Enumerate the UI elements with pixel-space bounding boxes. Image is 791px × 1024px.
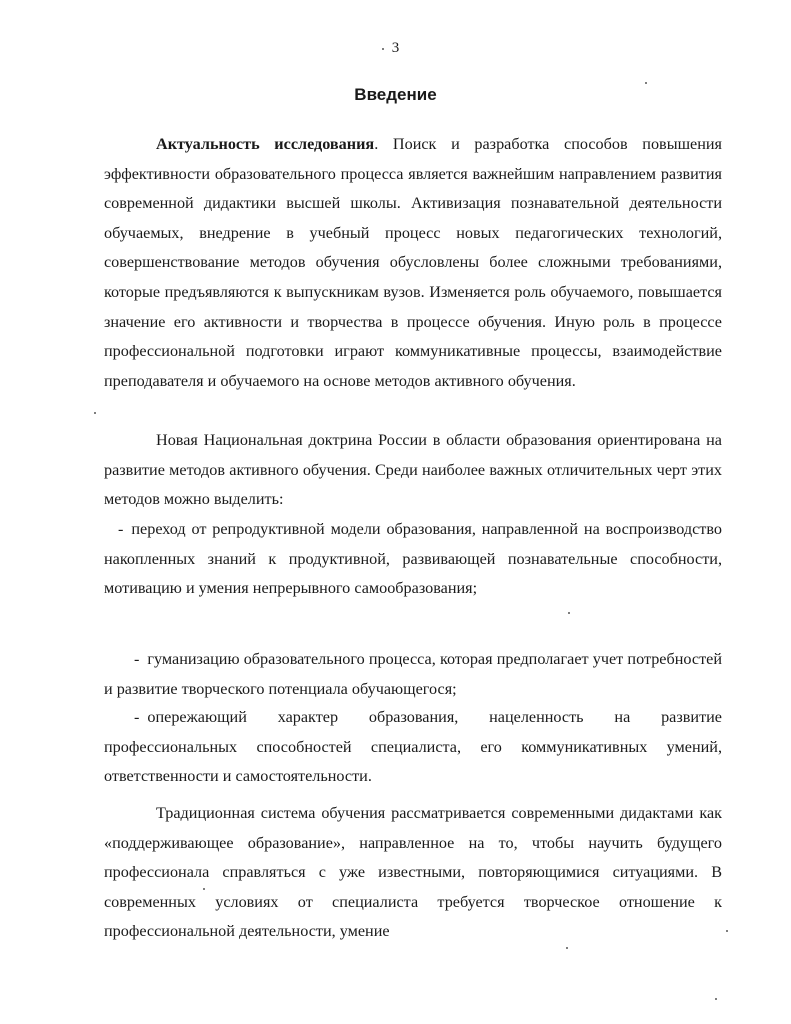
scan-speck [645,82,647,84]
paragraph-text: . Поиск и разработка способов повышения эффективности образовательного процесса является важнейшим направлением развития современной дидактики высшей школы. Активизация познавательной деятельности обучаемых, внедрение в учебный процесс новых педагогических технологий, совершенствование методов обучения обусловлены более сложными требованиями, которые предъявляются к выпускникам вузов. Изменяется роль обучаемого, повышается значение его активности и творчества в процессе обучения. Иную роль в процессе профессиональной подготовки играют коммуникативные процессы, взаимодействие преподавателя и обучаемого на основе методов активного обучения. [104,135,722,390]
scan-speck [715,998,717,1000]
section-heading: Введение [354,85,437,104]
list-dash: - [118,520,124,538]
paragraph-relevance [104,130,722,396]
list-dash: - [134,650,140,668]
scan-speck [566,947,568,949]
list-item [104,703,722,792]
list-item [104,645,722,704]
paragraph-doctrine: Новая Национальная доктрина России в области образования ориентирована на развитие методов активного обучения. Среди наиболее важных отличительных черт этих методов можно выделить: [104,431,722,509]
list-item [104,515,722,604]
scan-speck [726,930,728,932]
paragraph-traditional: Традиционная система обучения рассматривается современными дидактами как «поддерживающее образование», направленное на то, чтобы научить будущего профессионала справляться с уже известными, повторяющимися ситуациями. В современных условиях от специалиста требуется творческое отношение к профессиональной деятельности, умение [104,804,722,941]
page-number: 3 [391,40,400,56]
list-item-text: гуманизацию образовательного процесса, которая предполагает учет потребностей и развитие творческого потенциала обучающегося; [104,650,722,698]
list-item-text: опережающий характер образования, нацеленность на развитие профессиональных способностей специалиста, его коммуникативных умений, ответственности и самостоятельности. [104,708,722,786]
paragraph-lead: Актуальность исследования [156,135,375,153]
scan-speck [94,412,96,414]
scan-speck [568,612,570,614]
scan-speck [203,888,205,890]
list-item-text: переход от репродуктивной модели образования, направленной на воспроизводство накопленных знаний к продуктивной, развивающей познавательные способности, мотивацию и умения непрерывного самообразования; [104,520,722,598]
scan-speck [382,48,384,50]
list-dash: - [134,708,140,726]
